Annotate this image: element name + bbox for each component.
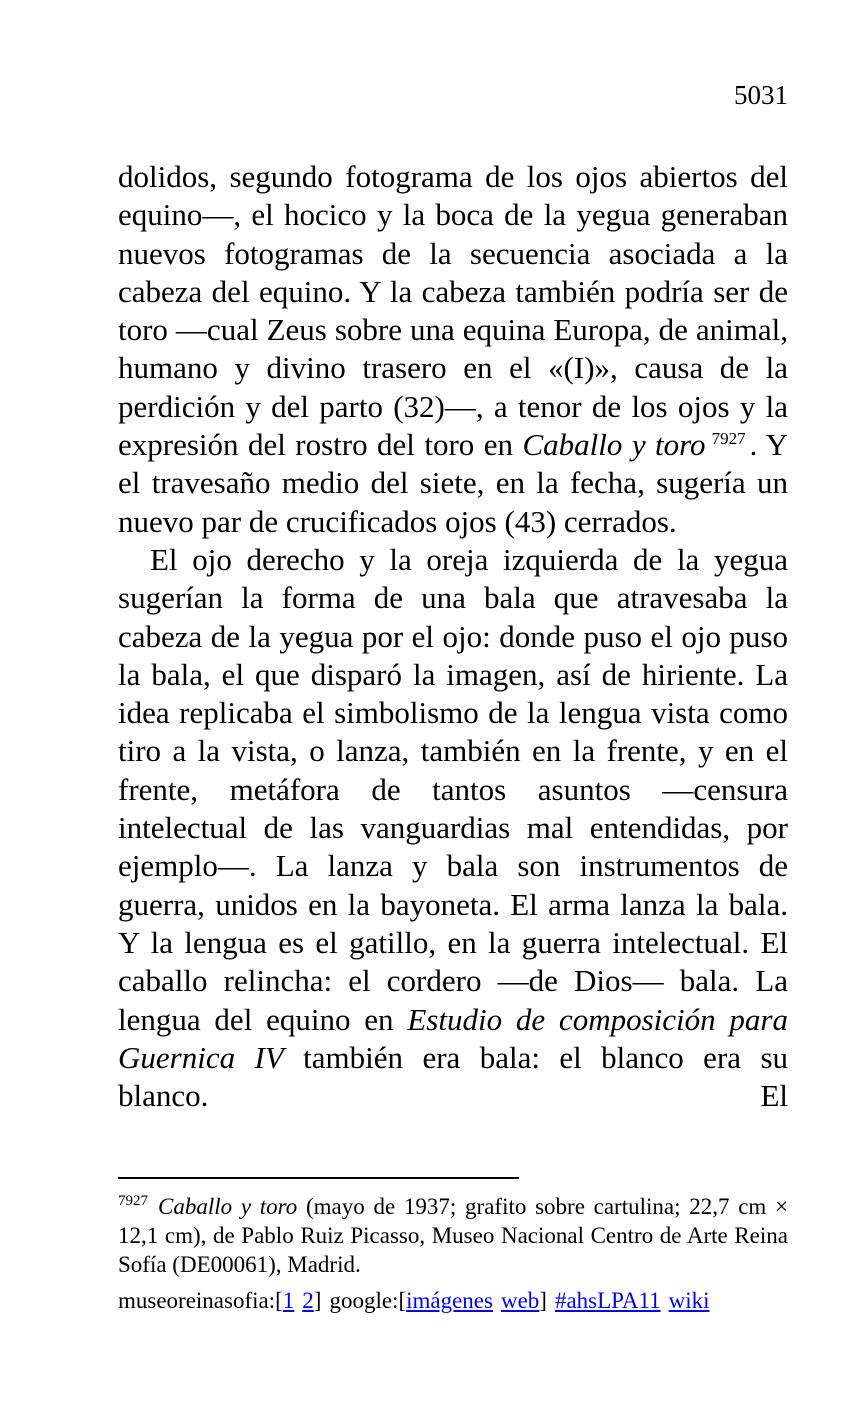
footnote-artwork-title: Caballo y toro [158,1194,298,1219]
google-web-link[interactable]: web [500,1288,540,1313]
paragraph-1-artwork-title: Caballo y toro [522,427,706,463]
footnote-divider [118,1177,519,1179]
paragraph-2-artwork-title: Estudio de composición para Guernica IV [118,1001,788,1075]
paragraph-1-text-a: dolidos, segundo fotograma de los ojos abiertos del equino—, el hocico y la boca de la yegua generaban nuevos fotogramas de la secuencia asociada a la cabeza del equino. Y la cabeza también podría ser de toro —cual Zeus sobre una equina Europa, de animal, humano y divino trasero en el «(I)», causa de la perdición y del parto (32)—, a tenor de los ojos y la expresión del rostro del toro en [118,159,788,463]
footnote-links [118,1286,788,1315]
museo-label: museoreinasofia:[ [118,1288,283,1313]
footnote-number: 7927 [118,1193,148,1209]
museo-link-1[interactable]: 1 [282,1288,295,1313]
paragraph-2 [118,541,788,1115]
google-images-link[interactable]: imágenes [406,1288,493,1313]
footnote [118,1192,788,1279]
paragraph-2-text-b: también era bala: el blanco era su blanco. El [118,1039,789,1114]
paragraph-1-text-b: . Y el travesaño medio del siete, en la fecha, sugería un nuevo par de crucificados ojos (43) cerrados. [118,427,788,539]
google-label: google:[ [329,1288,407,1313]
museo-close-bracket: ] [313,1288,322,1313]
paragraph-2-text-a: El ojo derecho y la oreja izquierda de la yegua sugerían la forma de una bala que atravesaba la cabeza de la yegua por el ojo: donde puso el ojo puso la bala, el que disparó la imagen, así de hiriente. La idea replicaba el simbolismo de la lengua vista como tiro a la vista, o lanza, también en la frente, y en el frente, metáfora de tantos asuntos —censura intelectual de las vanguardias mal entendidas, por ejemplo—. La lanza y bala son instrumentos de guerra, unidos en la bayoneta. El arma lanza la bala. Y la lengua es el gatillo, en la guerra intelectual. El caballo relincha: el cordero —de Dios— bala. La lengua del equino en [118,541,788,1037]
google-close-bracket: ] [539,1288,547,1313]
paragraph-1 [118,158,788,541]
footnote-text: (mayo de 1937; grafito sobre cartulina; 22,7 cm × 12,1 cm), de Pablo Ruiz Picasso, Museo Nacional Centro de Arte Reina Sofía (DE00061), Madrid. [118,1194,788,1277]
page-number: 5031 [734,80,788,110]
footnote-reference[interactable]: 7927 [711,429,746,449]
wiki-link[interactable]: wiki [668,1288,710,1313]
body-text [118,158,788,1115]
museo-link-2[interactable]: 2 [302,1288,314,1313]
hashtag-link[interactable]: #ahsLPA11 [554,1288,661,1313]
